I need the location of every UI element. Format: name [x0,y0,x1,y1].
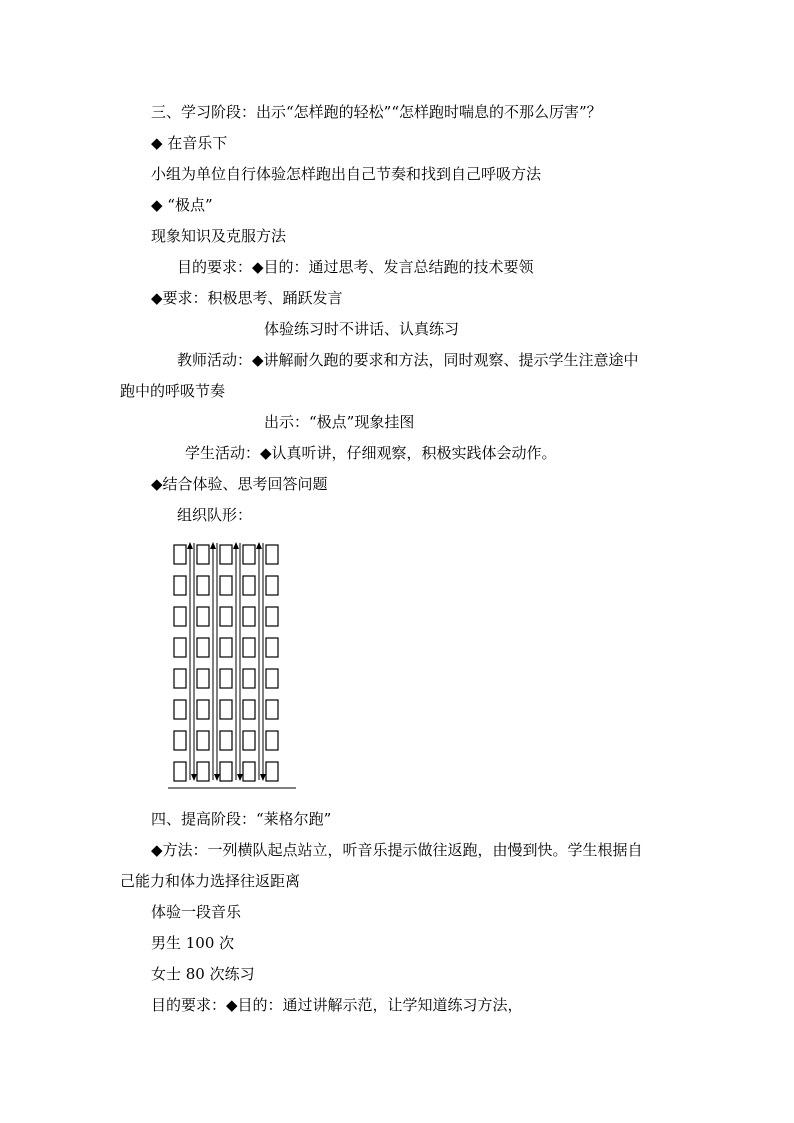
student-box [266,545,278,564]
student-box [243,545,255,564]
student-box [243,731,255,750]
arrow-up-icon [233,542,239,549]
formation-label: 组织队形： [177,506,253,524]
arrow-down-icon [214,774,220,781]
student-box [220,700,232,719]
combine-line: ◆结合体验、思考回答问题 [151,475,328,493]
student-box [197,700,209,719]
student-box [174,669,186,688]
arrow-down-icon [237,774,243,781]
student-box [220,731,232,750]
student-box [197,762,209,781]
student-box [174,607,186,626]
student-box [266,638,278,657]
student-box [197,638,209,657]
student-box [197,545,209,564]
requirement-line-2: 体验练习时不讲话、认真练习 [264,320,460,338]
show-chart-line: 出示：“极点”现象挂图 [264,413,415,431]
student-box [220,638,232,657]
student-box [197,731,209,750]
method-line-1: ◆方法：一列横队起点站立，听音乐提示做往返跑，由慢到快。学生根据自 [151,841,643,859]
student-box [174,545,186,564]
arrow-down-icon [191,774,197,781]
goal-requirement-3: 目的要求：◆目的：通过思考、发言总结跑的技术要领 [177,258,534,276]
student-box [266,669,278,688]
arrow-up-icon [256,542,262,549]
experience-music-line: 体验一段音乐 [151,903,242,921]
student-box [174,700,186,719]
goal-requirement-4: 目的要求：◆目的：通过讲解示范，让学知道练习方法， [151,996,523,1014]
dead-point-knowledge-text: 现象知识及克服方法 [151,227,287,245]
student-box [220,545,232,564]
student-box [174,731,186,750]
arrow-up-icon [187,542,193,549]
student-box [174,576,186,595]
teacher-activity-line-2: 跑中的呼吸节奏 [120,382,226,400]
student-box [266,700,278,719]
student-box [266,607,278,626]
section3-heading: 三、学习阶段：出示“怎样跑的轻松”“怎样跑时喘息的不那么厉害”？ [151,103,602,121]
student-box [220,762,232,781]
section4-heading: 四、提高阶段：“莱格尔跑” [151,810,332,828]
formation-diagram [168,538,308,798]
group-experience-text: 小组为单位自行体验怎样跑出自己节奏和找到自己呼吸方法 [151,165,542,183]
girls-count-line: 女士 80 次练习 [151,965,255,983]
teacher-activity-line-1: 教师活动：◆讲解耐久跑的要求和方法，同时观察、提示学生注意途中 [177,351,639,369]
student-box [243,762,255,781]
student-box [243,607,255,626]
arrow-up-icon [210,542,216,549]
boys-count-line: 男生 100 次 [151,934,235,952]
student-box [220,576,232,595]
method-line-2: 己能力和体力选择往返距离 [120,872,301,890]
student-box [197,576,209,595]
student-box [197,607,209,626]
student-box [197,669,209,688]
student-activity-line: 学生活动：◆认真听讲，仔细观察，积极实践体会动作。 [185,444,557,462]
student-box [243,638,255,657]
student-box [220,669,232,688]
requirement-line-1: ◆要求：积极思考、踊跃发言 [151,289,343,307]
student-box [243,576,255,595]
student-box [266,762,278,781]
student-box [266,731,278,750]
student-box [174,638,186,657]
arrow-down-icon [260,774,266,781]
bullet-dead-point: ◆ “极点” [151,196,213,214]
student-box [243,700,255,719]
student-box [220,607,232,626]
bullet-music: ◆ 在音乐下 [151,134,228,152]
student-box [174,762,186,781]
student-box [243,669,255,688]
student-box [266,576,278,595]
